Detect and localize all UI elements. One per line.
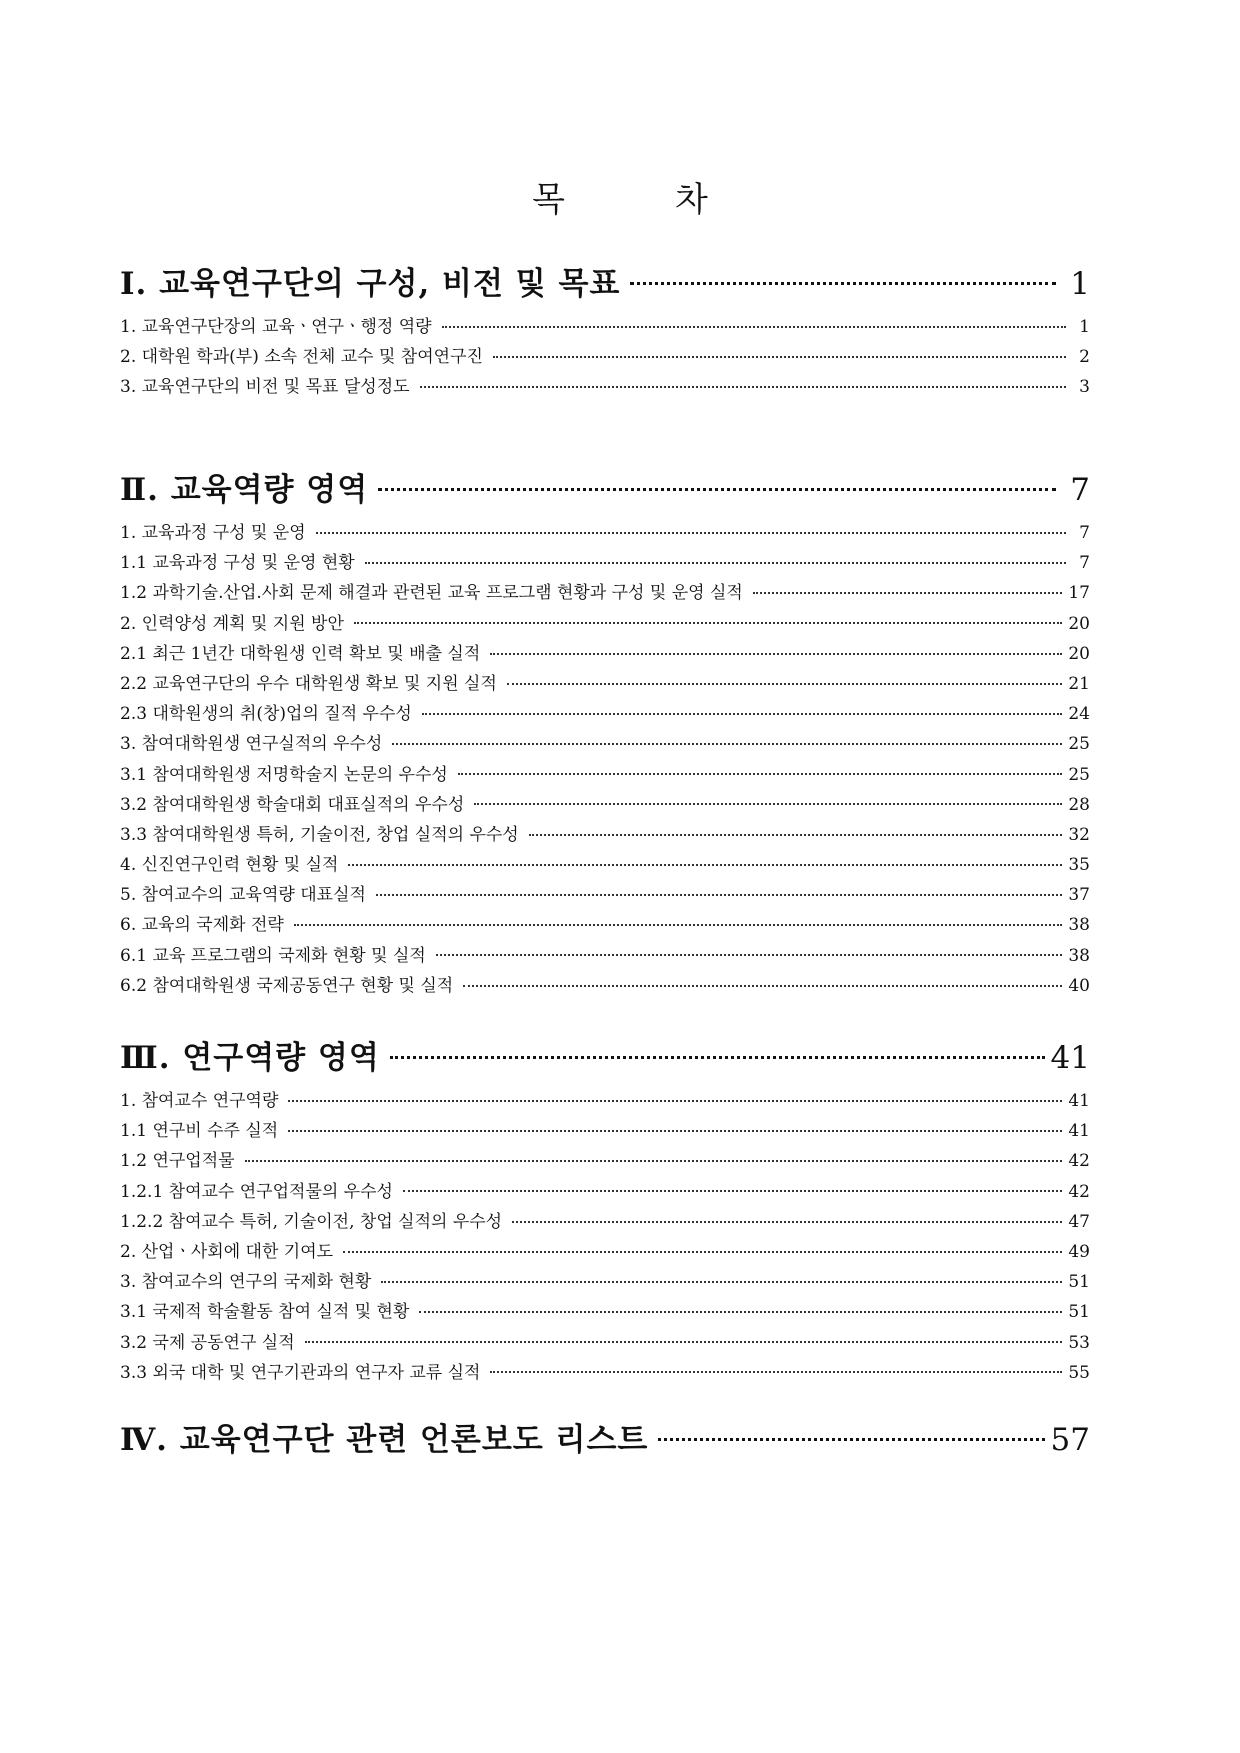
toc-entry-label: 2. 대학원 학과(부) 소속 전체 교수 및 참여연구진	[120, 347, 483, 368]
toc-entry-page: 25	[1068, 734, 1090, 755]
toc-entry-label: 2. 인력양성 계획 및 지원 방안	[120, 613, 344, 634]
dot-leader	[305, 1331, 1063, 1348]
dot-leader	[403, 1180, 1062, 1197]
toc-entry[interactable]	[120, 1116, 1090, 1146]
toc-section-1	[120, 262, 1090, 403]
section-heading-label: Ⅳ. 교육연구단 관련 언론보도 리스트	[120, 1422, 649, 1458]
toc-entry-label: 1.2 연구업적물	[120, 1151, 235, 1172]
toc-entry[interactable]	[120, 372, 1090, 402]
toc-section-heading[interactable]	[120, 262, 1090, 306]
dot-leader	[442, 315, 1066, 332]
toc-entry-label: 2.3 대학원생의 취(창)업의 질적 우수성	[120, 704, 412, 725]
section-page-number: 57	[1050, 1422, 1090, 1458]
toc-section-heading[interactable]	[120, 468, 1090, 512]
toc-entry-page: 41	[1068, 1121, 1090, 1142]
dot-leader	[378, 469, 1056, 500]
toc-entry-page: 21	[1068, 673, 1090, 694]
toc-entry-label: 1.1 교육과정 구성 및 운영 현황	[120, 553, 355, 574]
toc-entry-label: 3.1 국제적 학술활동 참여 실적 및 현황	[120, 1302, 410, 1323]
toc-entry-label: 5. 참여교수의 교육역량 대표실적	[120, 885, 366, 906]
toc-entry-page: 47	[1068, 1211, 1090, 1232]
dot-leader	[507, 672, 1062, 689]
toc-entry-page: 51	[1068, 1302, 1090, 1323]
toc-entry-page: 7	[1079, 523, 1090, 543]
toc-entry-page: 3	[1079, 377, 1090, 398]
dot-leader	[392, 732, 1062, 749]
toc-entry[interactable]	[120, 669, 1090, 699]
toc-entry[interactable]	[120, 1086, 1090, 1116]
toc-entry-label: 4. 신진연구인력 현황 및 실적	[120, 855, 339, 876]
toc-entry-label: 6.2 참여대학원생 국제공동연구 현황 및 실적	[120, 975, 454, 996]
toc-entry[interactable]	[120, 312, 1090, 342]
dot-leader	[381, 1270, 1062, 1287]
toc-entry[interactable]	[120, 548, 1090, 578]
toc-entry-label: 1.2.2 참여교수 특허, 기술이전, 창업 실적의 우수성	[120, 1211, 503, 1232]
toc-entry-label: 1. 참여교수 연구역량	[120, 1091, 279, 1111]
dot-leader	[422, 702, 1063, 719]
dot-leader	[419, 1300, 1062, 1317]
toc-entry-page: 41	[1068, 1091, 1090, 1111]
dot-leader	[463, 974, 1062, 991]
dot-leader	[458, 763, 1063, 780]
toc-entry-page: 24	[1068, 704, 1090, 725]
toc-entry-label: 2.2 교육연구단의 우수 대학원생 확보 및 지원 실적	[120, 673, 497, 694]
toc-entry[interactable]	[120, 1177, 1090, 1207]
section-page-number: 7	[1070, 472, 1090, 508]
dot-leader	[390, 1037, 1045, 1068]
dot-leader	[630, 263, 1056, 294]
toc-entry[interactable]	[120, 820, 1090, 850]
dot-leader	[343, 1240, 1062, 1257]
toc-entry-label: 6.1 교육 프로그램의 국제화 현황 및 실적	[120, 945, 426, 966]
toc-entry[interactable]	[120, 1267, 1090, 1297]
dot-leader	[658, 1419, 1044, 1450]
section-heading-label: Ⅰ. 교육연구단의 구성, 비전 및 목표	[120, 266, 621, 302]
section-page-number: 41	[1050, 1040, 1090, 1076]
toc-entry[interactable]	[120, 1146, 1090, 1176]
toc-entry[interactable]	[120, 578, 1090, 608]
toc-section-3	[120, 1036, 1090, 1388]
toc-entry-page: 49	[1068, 1241, 1090, 1262]
dot-leader	[294, 913, 1063, 930]
toc-entry[interactable]	[120, 760, 1090, 790]
dot-leader	[753, 581, 1063, 598]
dot-leader	[376, 883, 1062, 900]
section-page-number: 1	[1070, 266, 1090, 302]
toc-entry[interactable]	[120, 971, 1090, 1001]
toc-entry-page: 38	[1068, 945, 1090, 966]
toc-entry-label: 3. 교육연구단의 비전 및 목표 달성정도	[120, 377, 410, 398]
toc-section-heading[interactable]	[120, 1418, 1090, 1462]
toc-entry[interactable]	[120, 1358, 1090, 1388]
dot-leader	[420, 375, 1066, 392]
toc-entry-page: 1	[1079, 317, 1090, 337]
toc-entry-page: 7	[1079, 553, 1090, 574]
toc-entry-label: 3. 참여교수의 연구의 국제화 현황	[120, 1272, 372, 1293]
toc-entry-label: 1.2 과학기술.산업.사회 문제 해결과 관련된 교육 프로그램 현황과 구성 및 운영 실적	[120, 583, 743, 604]
toc-entry[interactable]	[120, 1207, 1090, 1237]
toc-entry[interactable]	[120, 342, 1090, 372]
toc-entry-page: 38	[1068, 915, 1090, 936]
toc-entry-label: 3. 참여대학원생 연구실적의 우수성	[120, 734, 383, 755]
toc-entry-page: 53	[1068, 1332, 1090, 1353]
dot-leader	[490, 1361, 1062, 1378]
toc-entry[interactable]	[120, 850, 1090, 880]
toc-entry-label: 3.3 참여대학원생 특허, 기술이전, 창업 실적의 우수성	[120, 824, 519, 845]
toc-entry[interactable]	[120, 880, 1090, 910]
dot-leader	[348, 853, 1062, 870]
toc-entry-page: 2	[1079, 347, 1090, 368]
dot-leader	[365, 551, 1066, 568]
toc-entry[interactable]	[120, 910, 1090, 940]
toc-entry-label: 1.1 연구비 수주 실적	[120, 1121, 279, 1142]
toc-entry-page: 20	[1068, 643, 1090, 664]
toc-section-4	[120, 1418, 1090, 1462]
toc-entry-label: 3.3 외국 대학 및 연구기관과의 연구자 교류 실적	[120, 1362, 481, 1383]
toc-entry[interactable]	[120, 941, 1090, 971]
dot-leader	[354, 612, 1062, 629]
toc-entry-page: 55	[1068, 1362, 1090, 1383]
toc-entry[interactable]	[120, 639, 1090, 669]
toc-entry[interactable]	[120, 790, 1090, 820]
toc-entry[interactable]	[120, 1328, 1090, 1358]
dot-leader	[288, 1089, 1062, 1106]
toc-entry-page: 20	[1068, 613, 1090, 634]
section-heading-label: Ⅲ. 연구역량 영역	[120, 1040, 380, 1076]
page-title	[0, 172, 1240, 221]
toc-entry-page: 25	[1068, 764, 1090, 785]
toc-entry[interactable]	[120, 518, 1090, 548]
toc-entry-label: 3.2 국제 공동연구 실적	[120, 1332, 295, 1353]
toc-entry[interactable]	[120, 609, 1090, 639]
toc-entry[interactable]	[120, 1297, 1090, 1327]
toc-entry-page: 35	[1068, 855, 1090, 876]
toc-entry-page: 17	[1068, 583, 1090, 604]
toc-entry-label: 1.2.1 참여교수 연구업적물의 우수성	[120, 1181, 393, 1202]
toc-entry-label: 1. 교육연구단장의 교육ㆍ연구ㆍ행정 역량	[120, 317, 432, 337]
toc-entry-label: 2. 산업ㆍ사회에 대한 기여도	[120, 1241, 334, 1262]
dot-leader	[490, 642, 1062, 659]
toc-entry-page: 42	[1068, 1151, 1090, 1172]
toc-entry[interactable]	[120, 699, 1090, 729]
dot-leader	[493, 345, 1066, 362]
toc-entry-label: 6. 교육의 국제화 전략	[120, 915, 284, 936]
toc-entry-page: 28	[1068, 794, 1090, 815]
dot-leader	[529, 823, 1063, 840]
toc-entry-label: 1. 교육과정 구성 및 운영	[120, 523, 306, 543]
toc-entry[interactable]	[120, 729, 1090, 759]
toc-entry-page: 42	[1068, 1181, 1090, 1202]
toc-entry-label: 2.1 최근 1년간 대학원생 인력 확보 및 배출 실적	[120, 643, 481, 664]
toc-entry-page: 40	[1068, 975, 1090, 996]
dot-leader	[288, 1119, 1062, 1136]
toc-entry-page: 51	[1068, 1272, 1090, 1293]
dot-leader	[512, 1210, 1062, 1227]
toc-section-heading[interactable]	[120, 1036, 1090, 1080]
toc-entry-label: 3.2 참여대학원생 학술대회 대표실적의 우수성	[120, 794, 465, 815]
dot-leader	[436, 944, 1063, 961]
toc-entry-page: 32	[1068, 824, 1090, 845]
dot-leader	[245, 1149, 1063, 1166]
dot-leader	[474, 793, 1062, 810]
page-title-part2: 차	[675, 180, 708, 220]
section-heading-label: Ⅱ. 교육역량 영역	[120, 472, 369, 508]
dot-leader	[316, 521, 1066, 538]
toc-entry-label: 3.1 참여대학원생 저명학술지 논문의 우수성	[120, 764, 448, 785]
toc-entry[interactable]	[120, 1237, 1090, 1267]
page-title-part1: 목	[532, 180, 565, 220]
toc-entry-page: 37	[1068, 885, 1090, 906]
toc-section-2	[120, 468, 1090, 1001]
